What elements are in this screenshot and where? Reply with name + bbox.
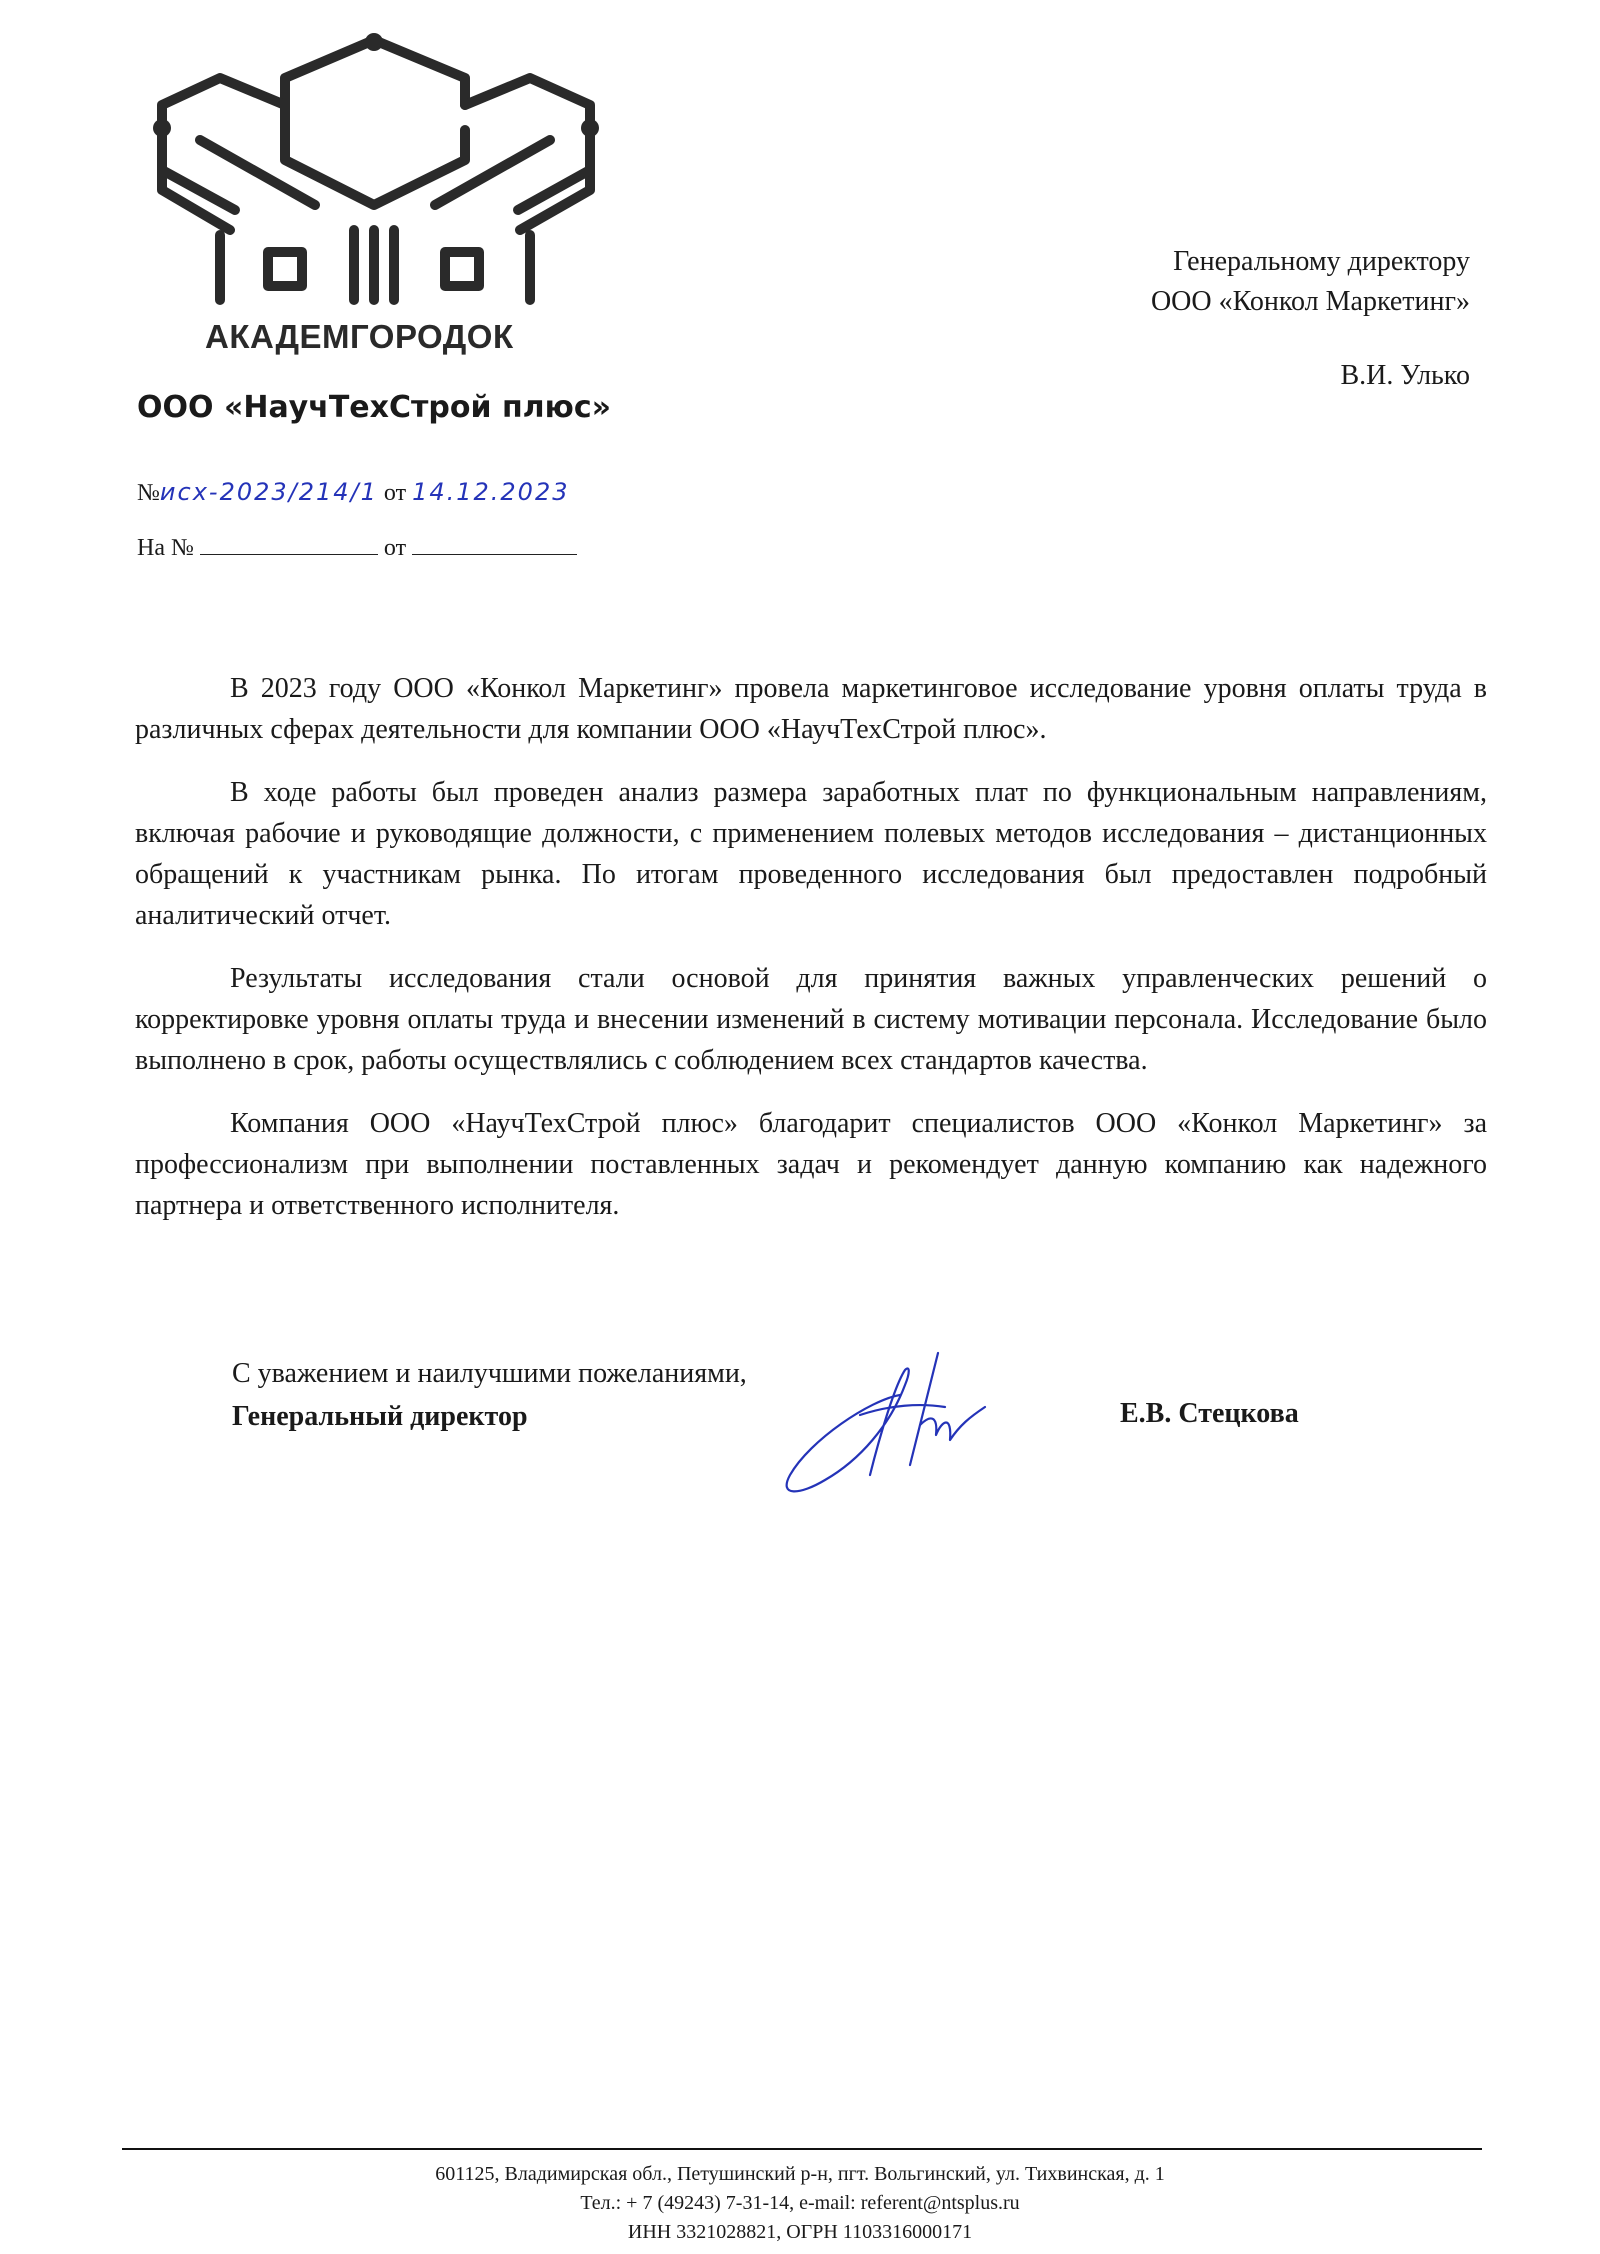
body-paragraph: Компания ООО «НаучТехСтрой плюс» благодарит специалистов ООО «Конкол Маркетинг» за профессионализм при выполнении поставленных задач и рекомендует данную компанию как надежного партнера и ответственного исполнителя. (135, 1108, 1487, 1221)
date-from-label: от (383, 480, 407, 506)
footer-divider (122, 2148, 1482, 2150)
body-paragraph: Результаты исследования стали основой для принятия важных управленческих решений о корректировке уровня оплаты труда и внесении изменений в систему мотивации персонала. Исследование было выполнено в срок, работы осуществлялись с соблюдением всех стандартов качества. (135, 963, 1487, 1076)
closing-greeting: С уважением и наилучшими пожеланиями, (232, 1358, 747, 1389)
addressee-name: В.И. Улько (1340, 360, 1470, 391)
footer-address: 601125, Владимирская обл., Петушинский р-н, пгт. Вольгинский, ул. Тихвинская, д. 1 (435, 2163, 1165, 2185)
reply-date-blank (412, 532, 577, 555)
reply-number-label: На № (137, 535, 194, 561)
signer-position: Генеральный директор (232, 1401, 528, 1432)
addressee-title: Генеральному директору (1173, 246, 1470, 277)
handwritten-signature-icon (770, 1345, 1020, 1505)
outgoing-reference (137, 478, 569, 507)
closing-block (232, 1352, 747, 1438)
body-paragraph: В 2023 году ООО «Конкол Маркетинг» провела маркетинговое исследование уровня оплаты труда в различных сферах деятельности для компании ООО «НаучТехСтрой плюс». (135, 673, 1487, 745)
body-paragraph: В ходе работы был проведен анализ размера заработных плат по функциональным направлениям, включая рабочие и руководящие должности, с применением полевых методов исследования – дистанционных обращений к участникам рынка. По итогам проведенного исследования был предоставлен подробный аналитический отчет. (135, 777, 1487, 931)
outgoing-number: исх-2023/214/1 (159, 478, 378, 506)
letter-body (135, 668, 1487, 1248)
reply-reference (137, 532, 577, 562)
sender-company-name: ООО «НаучТехСтрой плюс» (137, 390, 611, 425)
footer-block (0, 2160, 1600, 2247)
addressee-block (1151, 242, 1470, 396)
outgoing-date: 14.12.2023 (412, 478, 570, 506)
footer-contacts: Тел.: + 7 (49243) 7-31-14, e-mail: referent@ntsplus.ru (580, 2192, 1020, 2214)
footer-ids: ИНН 3321028821, ОГРН 1103316000171 (627, 2221, 973, 2243)
number-label: № (137, 480, 160, 506)
reply-number-blank (200, 532, 378, 555)
reply-from-label: от (383, 535, 407, 561)
addressee-company: ООО «Конкол Маркетинг» (1150, 286, 1470, 317)
logo-wordmark: АКАДЕМГОРОДОК (205, 318, 514, 355)
signer-name: Е.В. Стецкова (1120, 1398, 1299, 1429)
